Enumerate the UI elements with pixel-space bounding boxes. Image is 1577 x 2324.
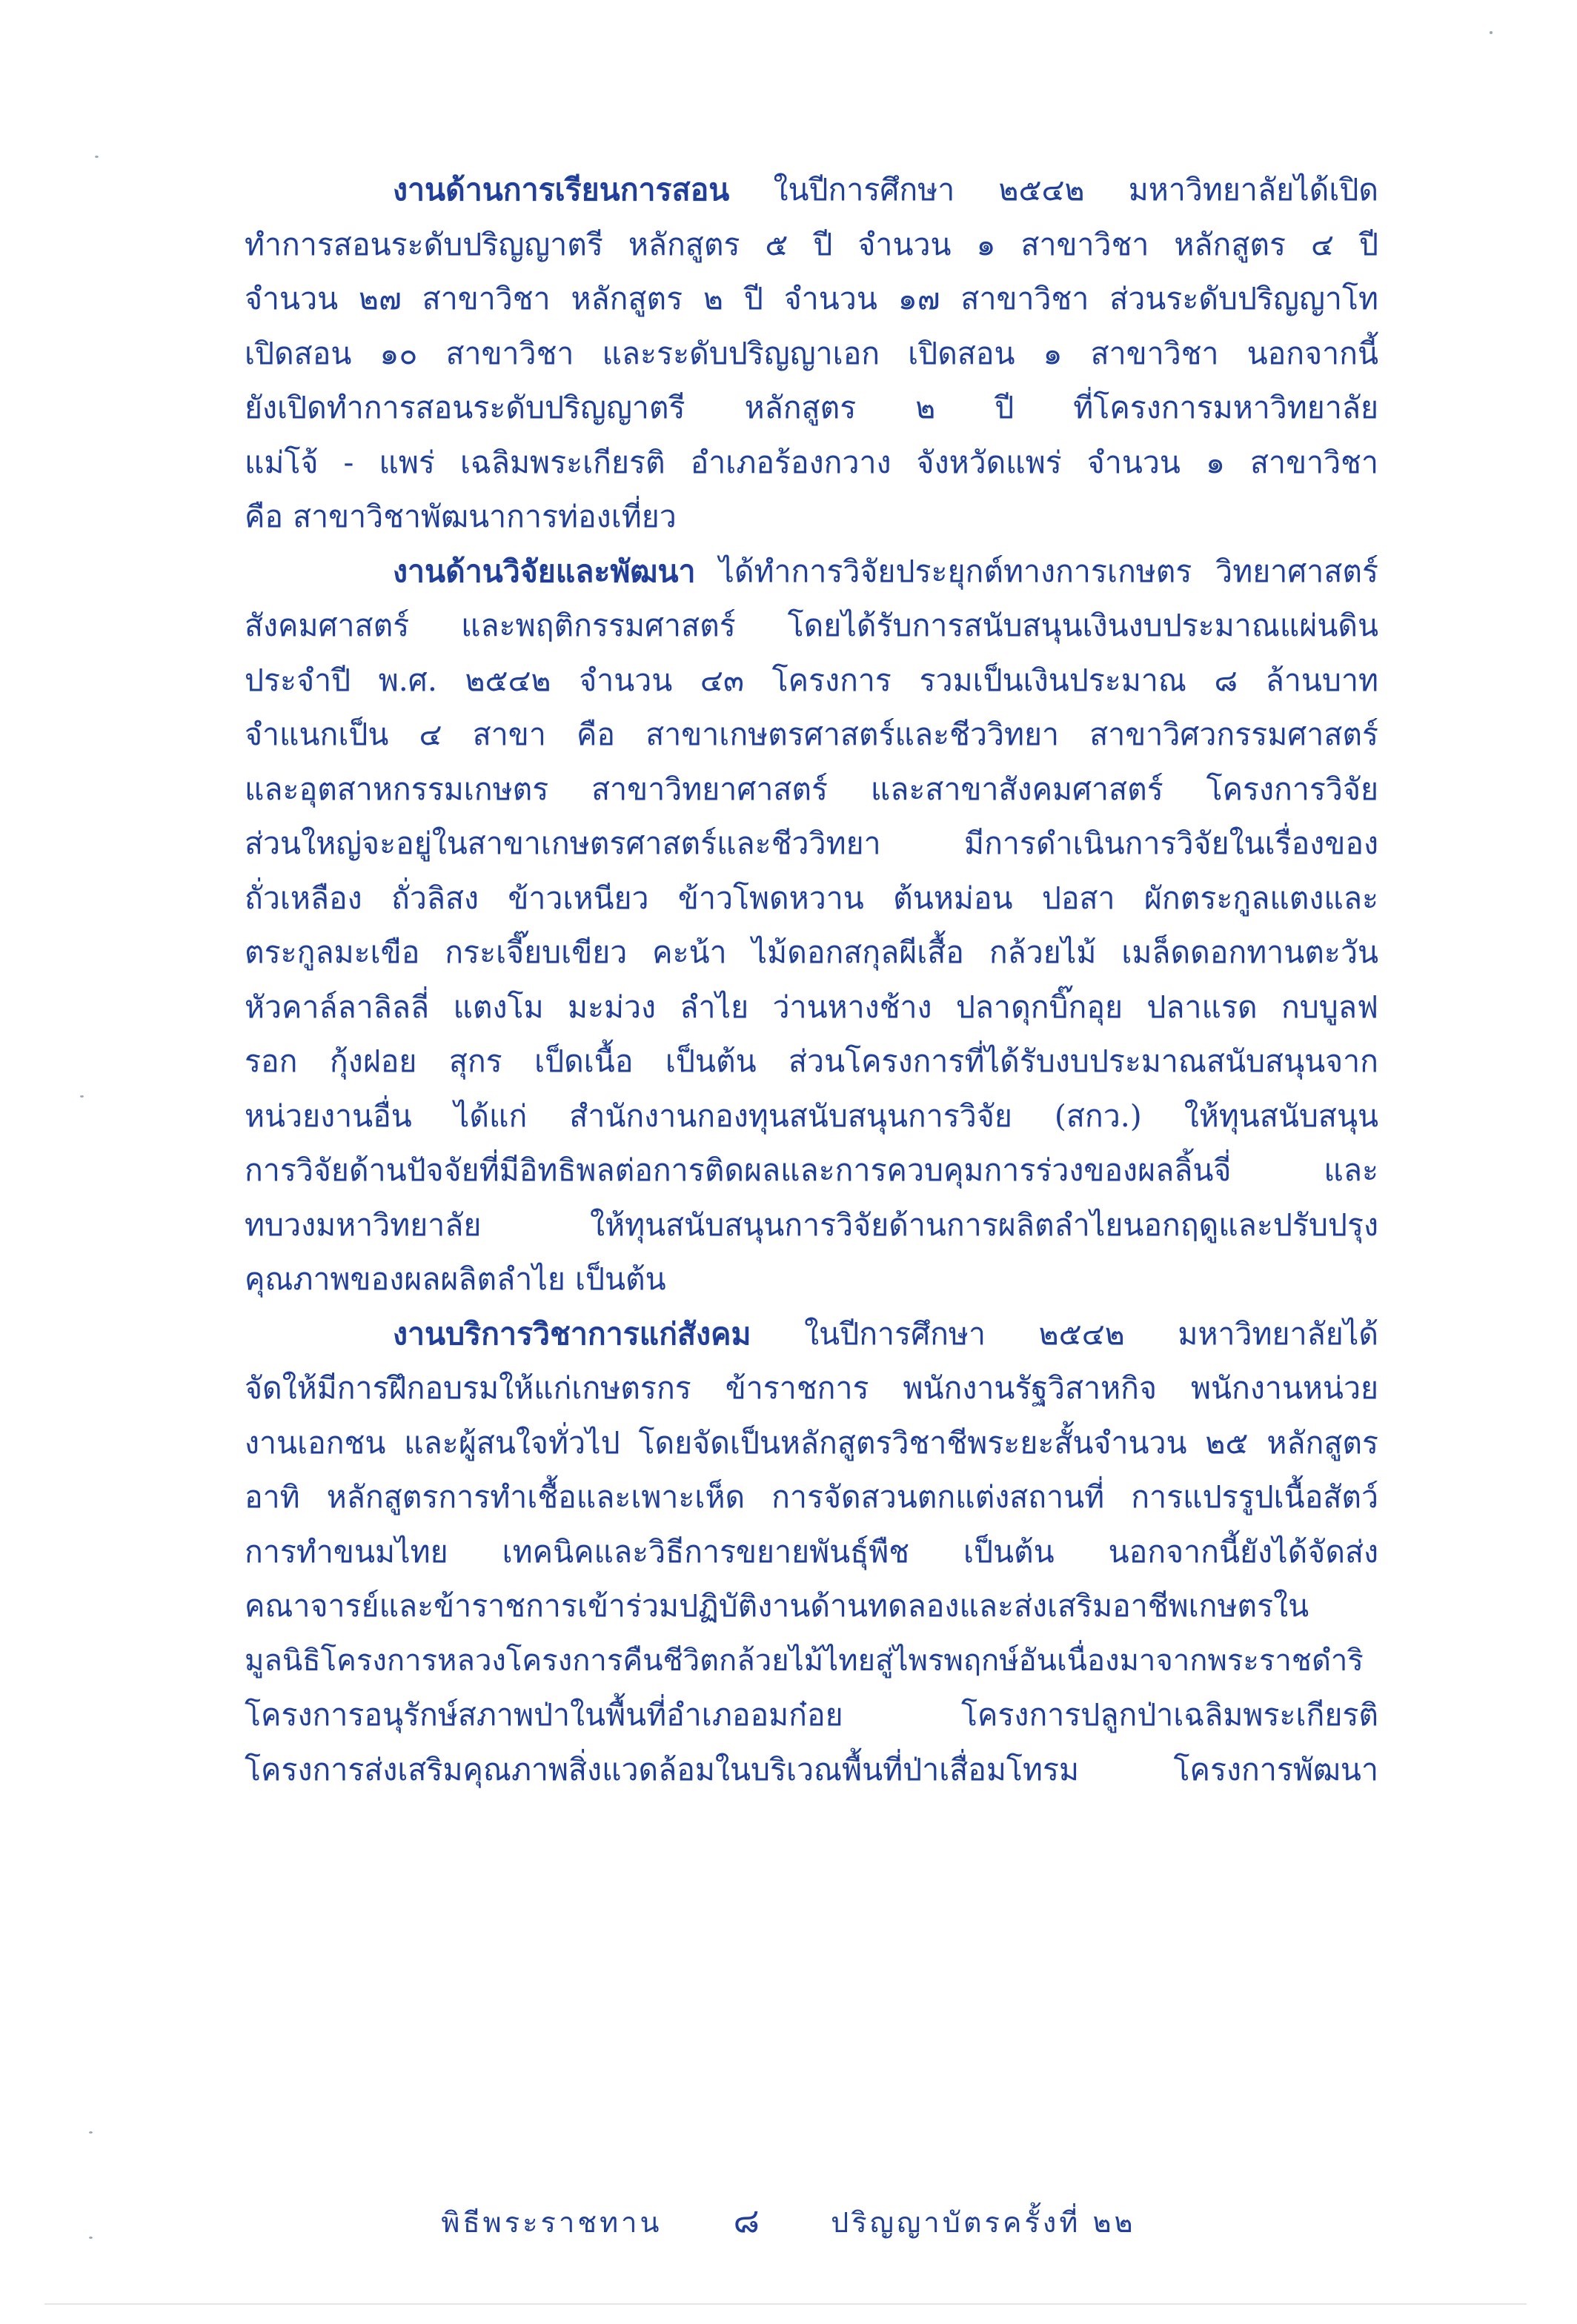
paragraph-research: [245, 545, 1378, 1307]
paragraph-line: ประจำปี พ.ศ. ๒๕๔๒ จำนวน ๔๓ โครงการ รวมเป็นเงินประมาณ ๘ ล้านบาท: [245, 662, 1378, 698]
paragraph-line: ทำการสอนระดับปริญญาตรี หลักสูตร ๕ ปี จำนวน ๑ สาขาวิชา หลักสูตร ๔ ปี: [245, 226, 1378, 262]
page-number: ๘: [733, 2200, 760, 2240]
scan-speck: [89, 2131, 93, 2134]
paragraph-line: การวิจัยด้านปัจจัยที่มีอิทธิพลต่อการติดผลและการควบคุมการร่วงของผลลิ้นจี่ และ: [245, 1152, 1378, 1188]
paragraph-line: คณาจารย์และข้าราชการเข้าร่วมปฏิบัติงานด้านทดลองและส่งเสริมอาชีพเกษตรใน: [245, 1588, 1309, 1624]
paragraph-line: คือ สาขาวิชาพัฒนาการท่องเที่ยว: [245, 499, 677, 534]
paragraph-line: ทบวงมหาวิทยาลัย ให้ทุนสนับสนุนการวิจัยด้านการผลิตลำไยนอกฤดูและปรับปรุง: [245, 1206, 1378, 1243]
paragraph-line: หัวคาล์ลาลิลลี่ แตงโม มะม่วง ลำไย ว่านหางช้าง ปลาดุกบิ๊กอุย ปลาแรด กบบูลฟ: [245, 989, 1378, 1025]
page-footer: [0, 2194, 1577, 2248]
scan-speck: [95, 156, 99, 158]
paragraph-line: คุณภาพของผลผลิตลำไย เป็นต้น: [245, 1261, 666, 1297]
paragraph-line: งานด้านวิจัยและพัฒนา ได้ทำการวิจัยประยุกต์ทางการเกษตร วิทยาศาสตร์: [393, 553, 1378, 589]
paragraph-heading: งานด้านการเรียนการสอน: [393, 172, 730, 208]
paragraph-line: หน่วยงานอื่น ได้แก่ สำนักงานกองทุนสนับสนุนการวิจัย (สกว.) ให้ทุนสนับสนุน: [245, 1098, 1378, 1134]
paragraph-line: มูลนิธิโครงการหลวงโครงการคืนชีวิตกล้วยไม้ไทยสู่ไพรพฤกษ์อันเนื่องมาจากพระราชดำริ: [245, 1643, 1364, 1678]
paragraph-academic-service: [245, 1307, 1378, 1798]
paragraph-heading: งานด้านวิจัยและพัฒนา: [393, 553, 696, 589]
paragraph-line: งานด้านการเรียนการสอน ในปีการศึกษา ๒๕๔๒ มหาวิทยาลัยได้เปิด: [393, 172, 1378, 208]
paragraph-line: จำนวน ๒๗ สาขาวิชา หลักสูตร ๒ ปี จำนวน ๑๗ สาขาวิชา ส่วนระดับปริญญาโท: [245, 281, 1378, 316]
paragraph-line: ถั่วเหลือง ถั่วลิสง ข้าวเหนียว ข้าวโพดหวาน ต้นหม่อน ปอสา ผักตระกูลแตงและ: [245, 880, 1378, 916]
scan-edge-line: [44, 2303, 1527, 2305]
paragraph-teaching: [245, 163, 1378, 545]
paragraph-line: ส่วนใหญ่จะอยู่ในสาขาเกษตรศาสตร์และชีววิทยา มีการดำเนินการวิจัยในเรื่องของ: [245, 826, 1378, 861]
paragraph-line: จัดให้มีการฝึกอบรมให้แก่เกษตรกร ข้าราชการ พนักงานรัฐวิสาหกิจ พนักงานหน่วย: [245, 1370, 1378, 1406]
footer-left-text: พิธีพระราชทาน: [441, 2206, 663, 2239]
paragraph-line: โครงการอนุรักษ์สภาพป่าในพื้นที่อำเภออมก๋อย โครงการปลูกป่าเฉลิมพระเกียรติ: [245, 1697, 1378, 1733]
paragraph-line: แม่โจ้ - แพร่ เฉลิมพระเกียรติ อำเภอร้องกวาง จังหวัดแพร่ จำนวน ๑ สาขาวิชา: [245, 444, 1378, 480]
paragraph-line: และอุตสาหกรรมเกษตร สาขาวิทยาศาสตร์ และสาขาสังคมศาสตร์ โครงการวิจัย: [245, 771, 1378, 807]
scan-speck: [80, 1095, 84, 1098]
paragraph-line: รอก กุ้งฝอย สุกร เป็ดเนื้อ เป็นต้น ส่วนโครงการที่ได้รับงบประมาณสนับสนุนจาก: [245, 1043, 1378, 1079]
scan-speck: [89, 2237, 93, 2239]
paragraph-heading: งานบริการวิชาการแก่สังคม: [393, 1315, 751, 1352]
paragraph-line: การทำขนมไทย เทคนิคและวิธีการขยายพันธุ์พืช เป็นต้น นอกจากนี้ยังได้จัดส่ง: [245, 1533, 1378, 1570]
scan-speck: [1490, 31, 1493, 34]
paragraph-line: เปิดสอน ๑๐ สาขาวิชา และระดับปริญญาเอก เปิดสอน ๑ สาขาวิชา นอกจากนี้: [245, 335, 1378, 371]
paragraph-line: งานบริการวิชาการแก่สังคม ในปีการศึกษา ๒๕๔๒ มหาวิทยาลัยได้: [393, 1315, 1378, 1352]
paragraph-line: งานเอกชน และผู้สนใจทั่วไป โดยจัดเป็นหลักสูตรวิชาชีพระยะสั้นจำนวน ๒๕ หลักสูตร: [245, 1424, 1378, 1461]
paragraph-line: ตระกูลมะเขือ กระเจี๊ยบเขียว คะน้า ไม้ดอกสกุลผีเสื้อ กล้วยไม้ เมล็ดดอกทานตะวัน: [245, 934, 1378, 970]
paragraph-line: ยังเปิดทำการสอนระดับปริญญาตรี หลักสูตร ๒ ปี ที่โครงการมหาวิทยาลัย: [245, 390, 1378, 425]
paragraph-line: โครงการส่งเสริมคุณภาพสิ่งแวดล้อมในบริเวณพื้นที่ป่าเสื่อมโทรม โครงการพัฒนา: [245, 1751, 1378, 1787]
document-body: [245, 163, 1378, 1797]
paragraph-line: จำแนกเป็น ๔ สาขา คือ สาขาเกษตรศาสตร์และชีววิทยา สาขาวิศวกรรมศาสตร์: [245, 717, 1378, 752]
paragraph-line: อาทิ หลักสูตรการทำเชื้อและเพาะเห็ด การจัดสวนตกแต่งสถานที่ การแปรรูปเนื้อสัตว์: [245, 1479, 1378, 1515]
footer-right-text: ปริญญาบัตรครั้งที่ ๒๒: [831, 2206, 1136, 2239]
paragraph-line: สังคมศาสตร์ และพฤติกรรมศาสตร์ โดยได้รับการสนับสนุนเงินงบประมาณแผ่นดิน: [245, 608, 1378, 643]
